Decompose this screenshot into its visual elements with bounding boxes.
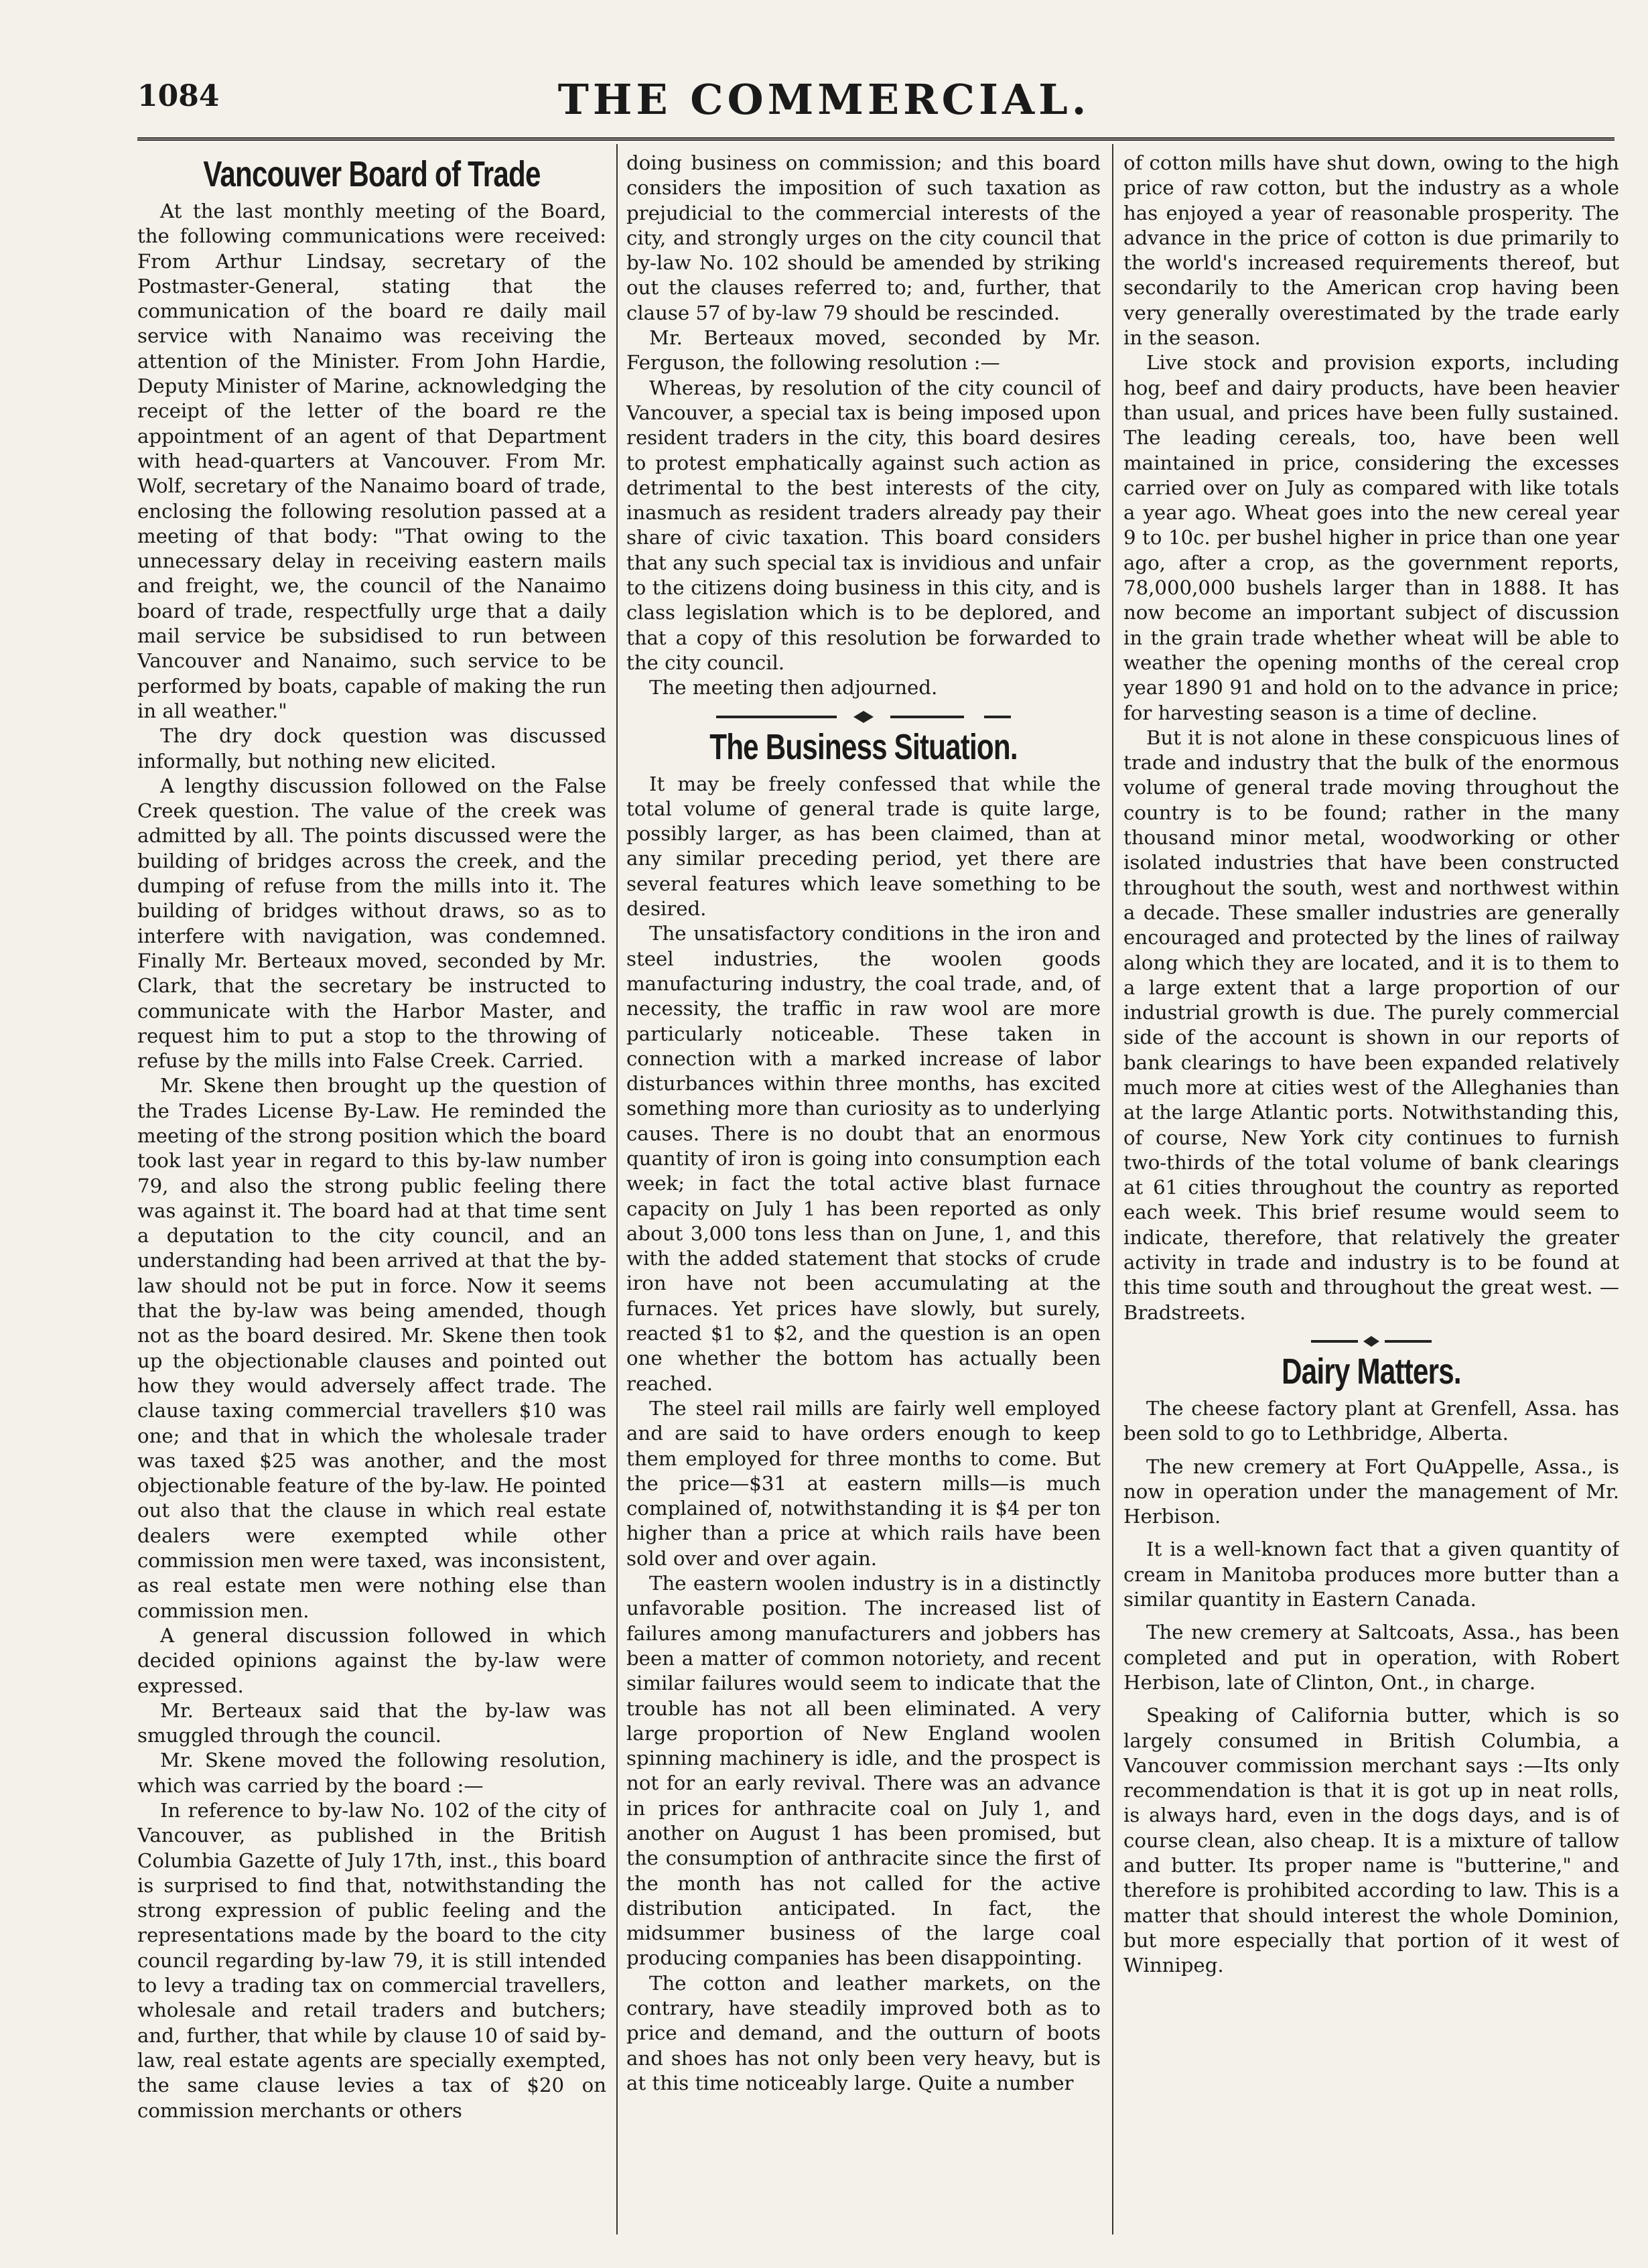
masthead-rule bbox=[137, 137, 1615, 141]
paragraph: Mr. Berteaux said that the by-law was smuggled through the council. bbox=[137, 1698, 606, 1747]
masthead bbox=[0, 0, 1648, 141]
paragraph: The dry dock question was discussed informally, but nothing new elicited. bbox=[137, 724, 606, 773]
paragraph: But it is not alone in these conspicuous lines of trade and industry that the bulk of the enormous volume of general trade moving throughout the country is to be found; rather in the many thousand minor metal, woodworking or other isolated industries that have been constructed throughout the south, west and northwest within a decade. These smaller industries are generally encouraged and protected by the lines of railway along which they are located, and it is to them to a large extent that a large proportion of our industrial growth is due. The purely commercial side of the account is shown in our reports of bank clearings to have been expanded relatively much more at cities west of the Alleghanies than at the large Atlantic ports. Notwithstanding this, of course, New York city continues to furnish two-thirds of the total volume of bank clearings at 61 cities throughout the country as reported each week. This brief resume would seem to indicate, therefore, that relatively the greater activity in trade and industry is to be found at this time south and throughout the great west. —Bradstreets. bbox=[1123, 726, 1619, 1324]
column-divider bbox=[616, 144, 618, 2234]
section-ornament bbox=[626, 706, 1101, 722]
article-heading-business-situation: The Business Situation. bbox=[709, 726, 1018, 767]
article-heading-dairy-matters: Dairy Matters. bbox=[1282, 1351, 1461, 1392]
section-ornament bbox=[1123, 1331, 1619, 1347]
paragraph: Mr. Skene then brought up the question of the Trades License By-Law. He reminded the meeting of the strong position which the board took last year in regard to this by-law number 79, and also the strong public feeling there was against it. The board had at that time sent a deputation to the city council, and an understanding had been arrived at that the by-law should not be put in force. Now it seems that the by-law was being amended, though not as the board desired. Mr. Skene then took up the objectionable clauses and pointed out how they would adversely affect trade. The clause taxing commercial travellers $10 was one; and that in which the wholesale trader was taxed $25 was another, and the most objectionable feature of the by-law. He pointed out also that the clause in which real estate dealers were exempted while other commission men were taxed, was inconsistent, as real estate men were nothing else than commission men. bbox=[137, 1074, 606, 1622]
paragraph: It is a well-known fact that a given quantity of cream in Manitoba produces more butter than a similar quantity in Eastern Canada. bbox=[1123, 1538, 1619, 1611]
paragraph: Speaking of California butter, which is so largely consumed in British Columbia, a Vancouver commission merchant says :—Its only recommendation is that it is got up in neat rolls, is always hard, even in the dogs days, and is of course clean, also cheap. It is a mixture of tallow and butter. Its proper name is "butterine," and therefore is prohibited according to law. This is a matter that should interest the whole Dominion, but more especially that portion of it west of Winnipeg. bbox=[1123, 1704, 1619, 1977]
article-heading-vancouver-board: Vancouver Board of Trade bbox=[203, 154, 541, 194]
column-2 bbox=[626, 151, 1101, 2221]
page-number: 1084 bbox=[137, 79, 220, 113]
paragraph: The new cremery at Fort QuAppelle, Assa., is now in operation under the management of Mr. Herbison. bbox=[1123, 1455, 1619, 1528]
publication-title: THE COMMERCIAL. bbox=[557, 75, 1091, 124]
paragraph: The unsatisfactory conditions in the iron and steel industries, the woolen goods manufacturing industry, the coal trade, and, of necessity, the traffic in raw wool are more particularly noticeable. These taken in connection with a marked increase of labor disturbances within three months, has excited something more than curiosity as to underlying causes. There is no doubt that an enormous quantity of iron is going into consumption each week; in fact the total active blast furnace capacity on July 1 has been reported as only about 3,000 tons less than on June, 1, and this with the added statement that stocks of crude iron have not been accumulating at the furnaces. Yet prices have slowly, but surely, reacted $1 to $2, and the question is an open one whether the bottom has actually been reached. bbox=[626, 922, 1101, 1395]
paragraph: Mr. Skene moved the following resolution, which was carried by the board :— bbox=[137, 1749, 606, 1797]
paragraph: Mr. Berteaux moved, seconded by Mr. Ferguson, the following resolution :— bbox=[626, 326, 1101, 375]
paragraph: of cotton mills have shut down, owing to the high price of raw cotton, but the industry as a whole has enjoyed a year of reasonable prosperity. The advance in the price of cotton is due primarily to the world's increased requirements thereof, but secondarily to the American crop having been very generally overestimated by the trade early in the season. bbox=[1123, 151, 1619, 350]
paragraph: The cheese factory plant at Grenfell, Assa. has been sold to go to Lethbridge, Alberta. bbox=[1123, 1396, 1619, 1445]
column-3 bbox=[1123, 151, 1619, 2221]
paragraph: In reference to by-law No. 102 of the city of Vancouver, as published in the British Columbia Gazette of July 17th, inst., this board is surprised to find that, notwithstanding the strong expression of public feeling and the representations made by the board to the city council regarding by-law 79, it is still intended to levy a trading tax on commercial travellers, wholesale and retail traders and butchers; and, further, that while by clause 10 of said by-law, real estate agents are specially exempted, the same clause levies a tax of $20 on commission merchants or others bbox=[137, 1799, 606, 2122]
paragraph: The new cremery at Saltcoats, Assa., has been completed and put in operation, with Robert Herbison, late of Clinton, Ont., in charge. bbox=[1123, 1621, 1619, 1694]
column-divider bbox=[1112, 144, 1113, 2234]
paragraph: A general discussion followed in which decided opinions against the by-law were expressed. bbox=[137, 1623, 606, 1697]
paragraph: The meeting then adjourned. bbox=[649, 676, 938, 699]
paragraph: At the last monthly meeting of the Board, the following communications were received: From Arthur Lindsay, secretary of the Postmaster-General, stating that the communication of the board re daily mail service with Nanaimo was receiving the attention of the Minister. From John Hardie, Deputy Minister of Marine, acknowledging the receipt of the letter of the board re the appointment of an agent of that Department with head-quarters at Vancouver. From Mr. Wolf, secretary of the Nanaimo board of trade, enclosing the following resolution passed at a meeting of that body: "That owing to the unnecessary delay in receiving eastern mails and freight, we, the council of the Nanaimo board of trade, respectfully urge that a daily mail service be subsidised to run between Vancouver and Nanaimo, such service to be performed by boats, capable of making the run in all weather." bbox=[137, 200, 606, 722]
paragraph: The eastern woolen industry is in a distinctly unfavorable position. The increased list of failures among manufacturers and jobbers has been a matter of common notoriety, and recent similar failures would seem to indicate that the trouble has not all been eliminated. A very large proportion of New England woolen spinning machinery is idle, and the prospect is not for an early revival. There was an advance in prices for anthracite coal on July 1, and another on August 1 has been promised, but the consumption of anthracite since the first of the month has not called for the active distribution anticipated. In fact, the midsummer business of the large coal producing companies has been disappointing. bbox=[626, 1572, 1101, 1970]
paragraph: The cotton and leather markets, on the contrary, have steadily improved both as to price and demand, and the outturn of boots and shoes has not only been very heavy, but is at this time noticeably large. Quite a number bbox=[626, 1971, 1101, 2094]
paragraph: Live stock and provision exports, including hog, beef and dairy products, have been heavier than usual, and prices have been fully sustained. The leading cereals, too, have been well maintained in price, considering the excesses carried over on July as compared with like totals a year ago. Wheat goes into the new cereal year 9 to 10c. per bushel higher in price than one year ago, after a crop, as the government reports, 78,000,000 bushels larger than in 1888. It has now become an important subject of discussion in the grain trade whether wheat will be able to weather the opening months of the cereal crop year 1890 91 and hold on to the advance in price; for harvesting season is a time of decline. bbox=[1123, 351, 1619, 724]
column-1 bbox=[137, 151, 606, 2221]
paragraph: doing business on commission; and this board considers the imposition of such taxation as prejudicial to the commercial interests of the city, and strongly urges on the city council that by-law No. 102 should be amended by striking out the clauses referred to; and, further, that clause 57 of by-law 79 should be rescinded. bbox=[626, 151, 1101, 324]
paragraph: The steel rail mills are fairly well employed and are said to have orders enough to keep them employed for three months to come. But the price—$31 at eastern mills—is much complained of, notwithstanding it is $4 per ton higher than a price at which rails have been sold over and over again. bbox=[626, 1396, 1101, 1570]
paragraph: Whereas, by resolution of the city council of Vancouver, a special tax is being imposed upon resident traders in the city, this board desires to protest emphatically against such action as detrimental to the best interests of the city, inasmuch as resident traders already pay their share of civic taxation. This board considers that any such special tax is invidious and unfair to the citizens doing business in this city, and is class legislation which is to be deplored, and that a copy of this resolution be forwarded to the city council. bbox=[626, 376, 1101, 674]
paragraph: A lengthy discussion followed on the False Creek question. The value of the creek was admitted by all. The points discussed were the building of bridges across the creek, and the dumping of refuse from the mills into it. The building of bridges without draws, so as to interfere with navigation, was condemned. Finally Mr. Berteaux moved, seconded by Mr. Clark, that the secretary be instructed to communicate with the Harbor Master, and request him to put a stop to the throwing of refuse by the mills into False Creek. Carried. bbox=[137, 774, 606, 1073]
paragraph: It may be freely confessed that while the total volume of general trade is quite large, possibly larger, as has been claimed, than at any similar preceding period, yet there are several features which leave something to be desired. bbox=[626, 772, 1101, 921]
